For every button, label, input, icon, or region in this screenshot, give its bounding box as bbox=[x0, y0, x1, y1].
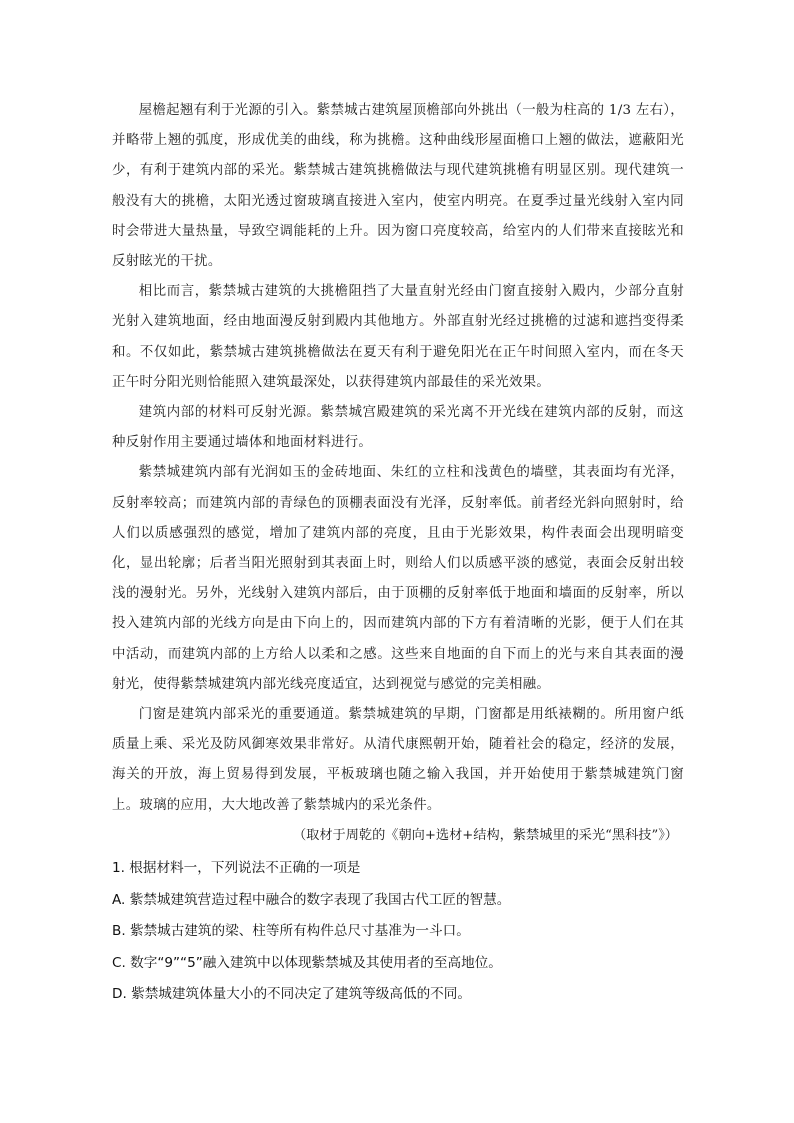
option-d: D. 紫禁城建筑体量大小的不同决定了建筑等级高低的不同。 bbox=[112, 986, 471, 1003]
option-c: C. 数字“9”“5”融入建筑中以体现紫禁城及其使用者的至高地位。 bbox=[112, 954, 502, 971]
article-paragraph: 紫禁城建筑内部有光润如玉的金砖地面、朱红的立柱和浅黄色的墙壁，其表面均有光泽，反射率较高；而建筑内部的青绿色的顶棚表面没有光泽，反射率低。前者经光斜向照射时，给人们以质感强烈的感觉，增加了建筑内部的亮度，且由于光影效果，构件表面会出现明暗变化，显出轮廓；后者当阳光照射到其表面上时，则给人们以质感平淡的感觉，表面会反射出较浅的漫射光。另外，光线射入建筑内部后，由于顶棚的反射率低于地面和墙面的反射率，所以投入建筑内部的光线方向是由下向上的，因而建筑内部的下方有着清晰的光影，便于人们在其中活动，而建筑内部的上方给人以柔和之感。这些来自地面的自下而上的光与来自其表面的漫射光，使得紫禁城建筑内部光线亮度适宜，达到视觉与感觉的完美相融。 bbox=[112, 465, 684, 692]
document-page bbox=[112, 96, 684, 1011]
question-block bbox=[112, 853, 684, 1011]
option-a: A. 紫禁城建筑营造过程中融合的数字表现了我国古代工匠的智慧。 bbox=[112, 891, 511, 908]
article-paragraph: 相比而言，紫禁城古建筑的大挑檐阻挡了大量直射光经由门窗直接射入殿内，少部分直射光射入建筑地面，经由地面漫反射到殿内其他地方。外部直射光经过挑檐的过滤和遮挡变得柔和。不仅如此，紫禁城古建筑挑檐做法在夏天有利于避免阳光在正午时间照入室内，而在冬天正午时分阳光则恰能照入建筑最深处，以获得建筑内部最佳的采光效果。 bbox=[112, 284, 684, 390]
source-citation: （取材于周乾的《朝向+选材+结构，紫禁城里的采光“黑科技”》） bbox=[292, 827, 678, 843]
question-stem: 1. 根据材料一，下列说法不正确的一项是 bbox=[112, 860, 361, 877]
article-body bbox=[112, 96, 684, 851]
article-paragraph: 建筑内部的材料可反射光源。紫禁城宫殿建筑的采光离不开光线在建筑内部的反射，而这种反射作用主要通过墙体和地面材料进行。 bbox=[112, 405, 684, 451]
article-paragraph: 门窗是建筑内部采光的重要通道。紫禁城建筑的早期，门窗都是用纸裱糊的。所用窗户纸质量上乘、采光及防风御寒效果非常好。从清代康熙朝开始，随着社会的稳定，经济的发展，海关的开放，海上贸易得到发展，平板玻璃也随之输入我国，并开始使用于紫禁城建筑门窗上。玻璃的应用，大大地改善了紫禁城内的采光条件。 bbox=[112, 707, 684, 813]
option-b: B. 紫禁城古建筑的梁、柱等所有构件总尺寸基准为一斗口。 bbox=[112, 923, 470, 940]
article-paragraph: 屋檐起翘有利于光源的引入。紫禁城古建筑屋顶檐部向外挑出（一般为柱高的 1/3 左右），并略带上翘的弧度，形成优美的曲线，称为挑檐。这种曲线形屋面檐口上翘的做法，遮蔽阳光少，有利于建筑内部的采光。紫禁城古建筑挑檐做法与现代建筑挑檐有明显区别。现代建筑一般没有大的挑檐，太阳光透过窗玻璃直接进入室内，使室内明亮。在夏季过量光线射入室内同时会带进大量热量，导致空调能耗的上升。因为窗口亮度较高，给室内的人们带来直接眩光和反射眩光的干扰。 bbox=[112, 103, 684, 270]
